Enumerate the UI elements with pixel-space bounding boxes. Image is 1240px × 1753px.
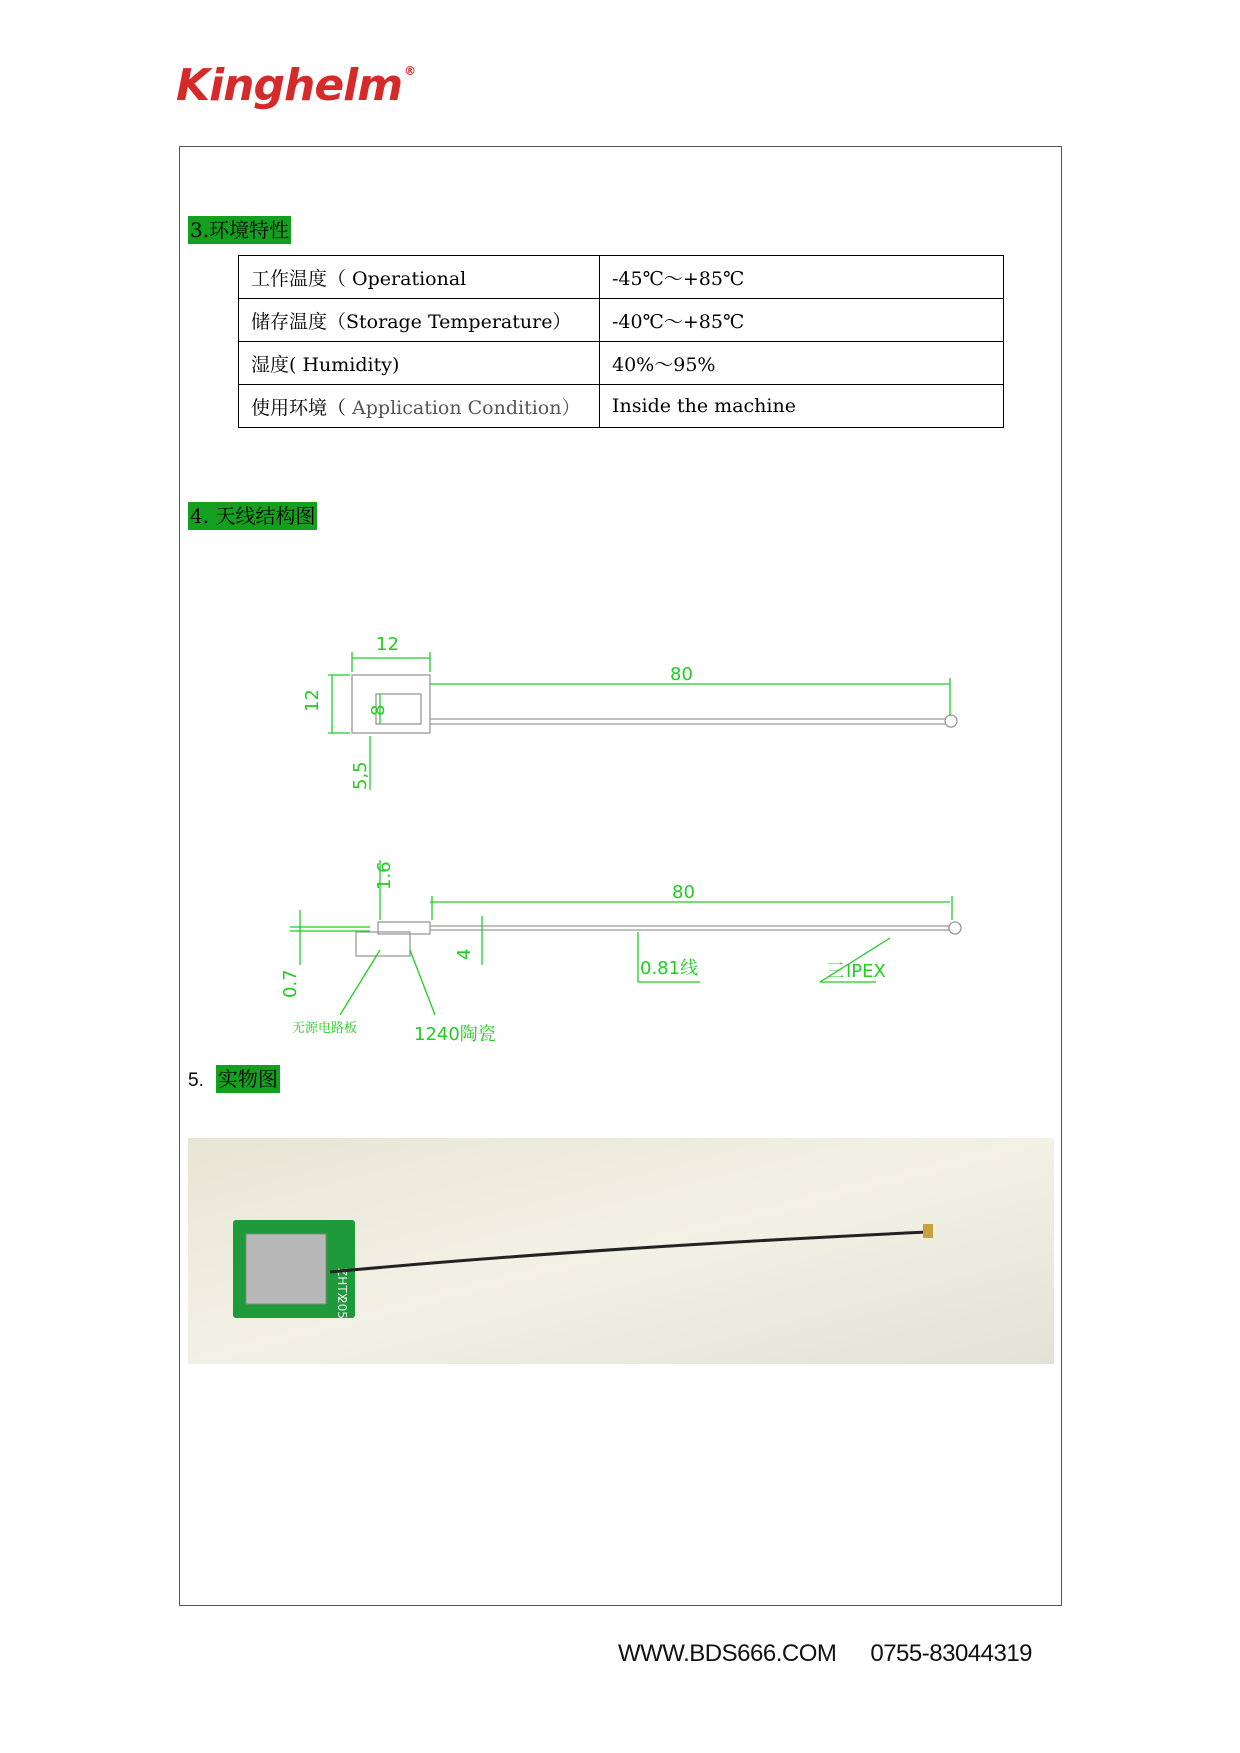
kinghelm-logo — [176, 60, 415, 111]
footer-phone: 0755-83044319 — [870, 1640, 1033, 1667]
section5-number: 5. — [188, 1070, 204, 1091]
environment-table — [238, 255, 1004, 428]
section5-heading-text: 实物图 — [217, 1067, 278, 1091]
footer — [618, 1640, 1032, 1668]
section4-heading-text: 4. 天线结构图 — [190, 504, 316, 528]
pcb-marking-2: 205 — [335, 1296, 349, 1319]
row-value: Inside the machine — [600, 385, 1004, 428]
ipex-connector — [923, 1224, 933, 1238]
table-row — [239, 342, 1004, 385]
dim-height-label: 12 — [302, 689, 323, 712]
section3-heading — [188, 214, 291, 243]
ceramic-patch — [246, 1234, 326, 1304]
section5-heading — [188, 1063, 280, 1092]
row-value: -40℃～+85℃ — [600, 299, 1004, 342]
row-label: 储存温度（Storage Temperature） — [239, 299, 600, 342]
dim-base-label: 0.7 — [280, 969, 301, 998]
section4-heading — [188, 500, 317, 529]
dim-inner-label: 8 — [368, 704, 389, 716]
row-value: 40%～95% — [600, 342, 1004, 385]
logo-text: Kinghelm — [176, 60, 403, 111]
antenna-structure-drawing — [270, 620, 990, 1060]
cable-label: 0.81线 — [640, 958, 699, 979]
registered-mark: ® — [404, 64, 416, 78]
row-label: 工作温度（ Operational — [239, 256, 600, 299]
connector-prefix-label: 三 — [826, 961, 844, 982]
dim-4-label: 4 — [454, 948, 475, 960]
section3-heading-text: 3.环境特性 — [190, 218, 290, 242]
table-row — [239, 385, 1004, 428]
pcb-label: 无源电路板 — [292, 1021, 358, 1036]
dim-side-length-label: 80 — [672, 882, 695, 903]
dim-offset-label: 5,5 — [350, 761, 371, 790]
dim-length-label: 80 — [670, 664, 693, 685]
pcb-marking: ZHTX — [335, 1268, 349, 1301]
dim-width-label: 12 — [376, 634, 399, 655]
table-row — [239, 256, 1004, 299]
row-label: 湿度( Humidity) — [239, 342, 600, 385]
connector-label: IPEX — [846, 961, 886, 982]
row-label: 使用环境（ Application Condition） — [239, 385, 600, 428]
dim-thick-label: 1.6 — [374, 861, 395, 890]
antenna-photo — [188, 1138, 1054, 1364]
footer-website[interactable]: WWW.BDS666.COM — [618, 1640, 837, 1667]
table-row — [239, 299, 1004, 342]
ceramic-label: 1240陶瓷 — [414, 1024, 496, 1045]
row-value: -45℃～+85℃ — [600, 256, 1004, 299]
